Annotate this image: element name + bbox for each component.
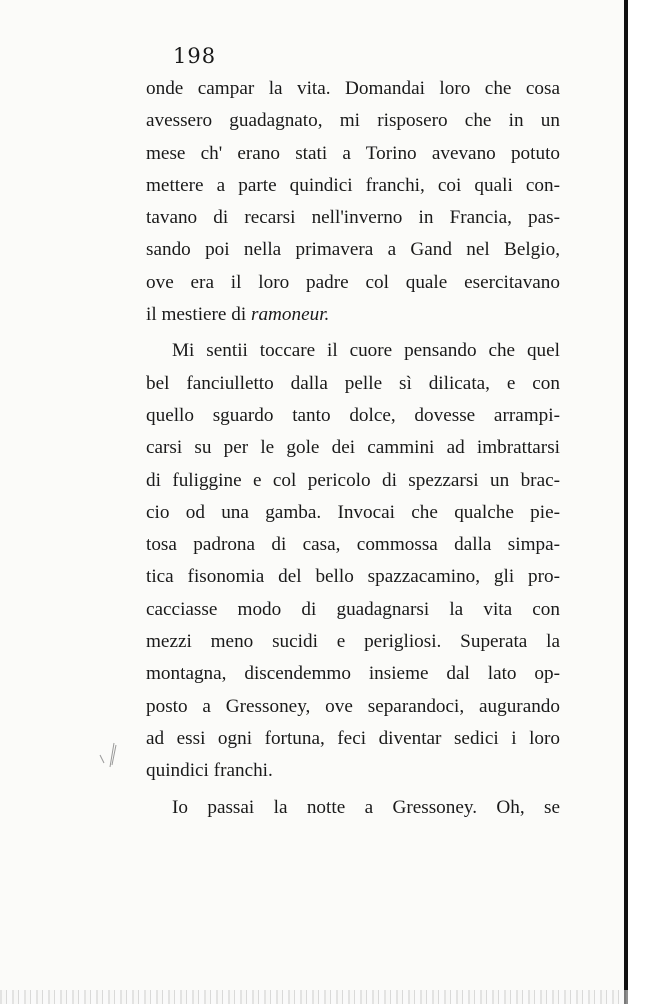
- text-line: mettere a parte quindici franchi, coi quali con-: [146, 174, 560, 196]
- text-line: cio od una gamba. Invocai che qualche pie-: [146, 501, 560, 523]
- text-line: sando poi nella primavera a Gand nel Belgio,: [146, 239, 560, 261]
- text-line: posto a Gressoney, ove separandoci, augurando: [146, 695, 560, 717]
- text-line: quello sguardo tanto dolce, dovesse arrampi-: [146, 404, 560, 426]
- page-edge-shadow: [624, 0, 628, 1004]
- text-line: di fuliggine e col pericolo di spezzarsi un brac-: [146, 469, 560, 491]
- text-line: mezzi meno sucidi e perigliosi. Superata la: [146, 631, 560, 653]
- text-line: carsi su per le gole dei cammini ad imbrattarsi: [146, 437, 560, 459]
- text-line: Mi sentii toccare il cuore pensando che quel: [172, 340, 560, 362]
- text-line: montagna, discendemmo insieme dal lato op-: [146, 663, 560, 685]
- text-line: Io passai la notte a Gressoney. Oh, se: [172, 796, 560, 818]
- page-number: 198: [173, 44, 217, 68]
- text-line: [146, 299, 560, 331]
- page-bottom-edge: [0, 990, 628, 1004]
- text-line: avessero guadagnato, mi risposero che in un: [146, 110, 560, 132]
- text-line: ove era il loro padre col quale esercitavano: [146, 271, 560, 293]
- text-line: onde campar la vita. Domandai loro che cosa: [146, 78, 560, 99]
- italic-word: ramoneur.: [250, 304, 330, 326]
- text-run: il mestiere di: [146, 304, 251, 326]
- text-line: cacciasse modo di guadagnarsi la vita con: [146, 598, 560, 620]
- body-text: [146, 73, 560, 824]
- text-line: bel fanciulletto dalla pelle sì dilicata, e con: [146, 372, 560, 394]
- page-margin: [628, 0, 650, 1004]
- text-line: quindici franchi.: [146, 760, 273, 782]
- text-line: ad essi ogni fortuna, feci diventar sedici i loro: [146, 727, 560, 749]
- text-line: mese ch' erano stati a Torino avevano potuto: [146, 142, 560, 164]
- text-line: tosa padrona di casa, commossa dalla simpa-: [146, 534, 560, 556]
- text-line: tavano di recarsi nell'inverno in Francia, pas-: [146, 207, 560, 229]
- text-line: tica fisonomia del bello spazzacamino, gli pro-: [146, 566, 560, 588]
- margin-pencil-mark: [92, 735, 132, 775]
